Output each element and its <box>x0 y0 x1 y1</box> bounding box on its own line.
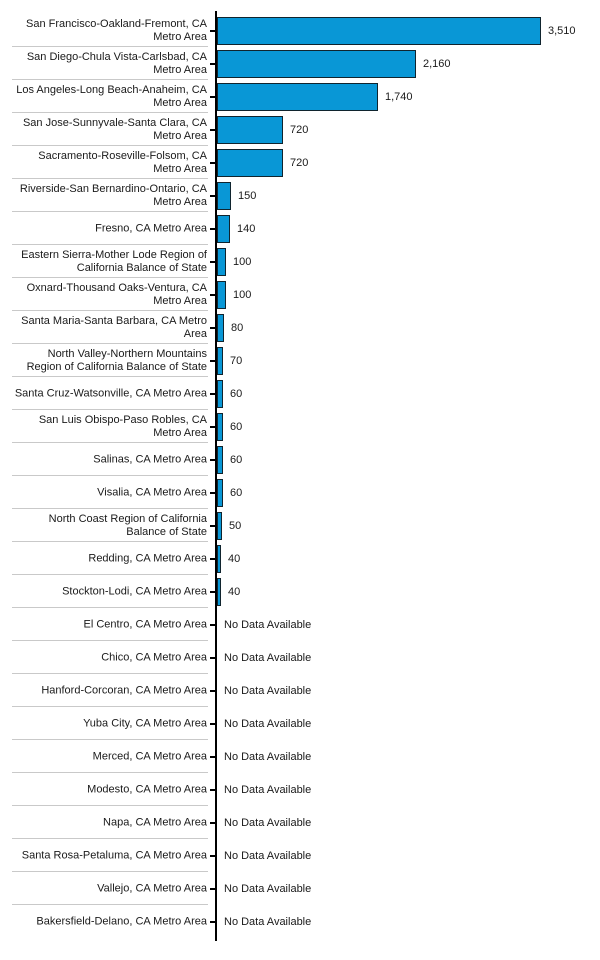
chart-row <box>0 113 600 146</box>
value-label: 60 <box>230 420 243 433</box>
axis-tick <box>210 558 215 560</box>
category-label <box>12 282 207 308</box>
category-label-line: Hanford-Corcoran, CA Metro Area <box>41 684 207 696</box>
category-label <box>12 183 207 209</box>
value-label: 60 <box>230 486 243 499</box>
row-separator <box>12 805 208 806</box>
row-separator <box>12 145 208 146</box>
no-data-label: No Data Available <box>224 915 312 928</box>
row-separator <box>12 574 208 575</box>
axis-tick <box>210 393 215 395</box>
category-label-line: Yuba City, CA Metro Area <box>83 717 207 729</box>
category-label <box>12 150 207 176</box>
chart-row <box>0 311 600 344</box>
row-separator <box>12 79 208 80</box>
category-label-line: Stockton-Lodi, CA Metro Area <box>62 585 207 597</box>
axis-tick <box>210 855 215 857</box>
no-data-label: No Data Available <box>224 750 312 763</box>
chart-row <box>0 146 600 179</box>
category-label-line: Modesto, CA Metro Area <box>87 783 207 795</box>
axis-tick <box>210 492 215 494</box>
bar <box>217 149 283 177</box>
no-data-label: No Data Available <box>224 849 312 862</box>
axis-tick <box>210 360 215 362</box>
category-label <box>12 915 207 928</box>
category-label-line: Metro Area <box>153 96 207 109</box>
category-label <box>12 684 207 697</box>
category-label <box>12 651 207 664</box>
category-label <box>12 849 207 862</box>
category-label-line: San Jose-Sunnyvale-Santa Clara, CA <box>22 116 207 129</box>
value-label: 40 <box>228 552 241 565</box>
category-label <box>12 117 207 143</box>
category-label-line: Santa Maria-Santa Barbara, CA Metro <box>21 314 207 327</box>
bar <box>217 479 223 507</box>
chart-row <box>0 344 600 377</box>
axis-tick <box>210 129 215 131</box>
axis-tick <box>210 591 215 593</box>
value-label: 60 <box>230 453 243 466</box>
axis-tick <box>210 426 215 428</box>
axis-tick <box>210 228 215 230</box>
category-label <box>12 249 207 275</box>
bar <box>217 347 223 375</box>
row-separator <box>12 409 208 410</box>
value-label: 60 <box>230 387 243 400</box>
category-label <box>12 51 207 77</box>
bar <box>217 314 224 342</box>
value-label: 70 <box>230 354 243 367</box>
chart-row <box>0 806 600 839</box>
row-separator <box>12 376 208 377</box>
axis-tick <box>210 195 215 197</box>
row-separator <box>12 46 208 47</box>
category-label-line: Bakersfield-Delano, CA Metro Area <box>36 915 207 927</box>
value-label: 140 <box>237 222 256 235</box>
chart-row <box>0 377 600 410</box>
category-label-line: Fresno, CA Metro Area <box>95 222 207 234</box>
category-label <box>12 414 207 440</box>
row-separator <box>12 607 208 608</box>
category-label-line: Los Angeles-Long Beach-Anaheim, CA <box>16 83 207 96</box>
bar <box>217 545 221 573</box>
category-label-line: North Coast Region of California <box>48 512 207 525</box>
category-label-line: Metro Area <box>153 63 207 76</box>
value-label: 720 <box>290 156 309 169</box>
row-separator <box>12 244 208 245</box>
chart-row <box>0 509 600 542</box>
row-separator <box>12 904 208 905</box>
category-label-line: Metro Area <box>153 30 207 43</box>
bar <box>217 50 416 78</box>
value-label: 80 <box>231 321 244 334</box>
chart-row <box>0 740 600 773</box>
row-separator <box>12 772 208 773</box>
row-separator <box>12 442 208 443</box>
bar <box>217 17 541 45</box>
row-separator <box>12 475 208 476</box>
category-label-line: Metro Area <box>153 162 207 175</box>
category-label <box>12 18 207 44</box>
axis-tick <box>210 63 215 65</box>
category-label <box>12 453 207 466</box>
category-label <box>12 315 207 341</box>
axis-tick <box>210 294 215 296</box>
bar <box>217 446 223 474</box>
category-label <box>12 387 207 400</box>
row-separator <box>12 310 208 311</box>
row-separator <box>12 838 208 839</box>
row-separator <box>12 871 208 872</box>
axis-tick <box>210 756 215 758</box>
axis-tick <box>210 723 215 725</box>
chart-row <box>0 839 600 872</box>
axis-tick <box>210 888 215 890</box>
bar <box>217 578 221 606</box>
value-label: 100 <box>233 255 252 268</box>
value-label: 150 <box>238 189 257 202</box>
category-label <box>12 222 207 235</box>
bar <box>217 512 222 540</box>
chart-rows <box>0 14 600 938</box>
no-data-label: No Data Available <box>224 684 312 697</box>
chart-row <box>0 707 600 740</box>
category-label-line: San Luis Obispo-Paso Robles, CA <box>38 413 207 426</box>
axis-tick <box>210 96 215 98</box>
category-label-line: Napa, CA Metro Area <box>103 816 207 828</box>
row-separator <box>12 112 208 113</box>
bar <box>217 248 226 276</box>
row-separator <box>12 640 208 641</box>
category-label <box>12 585 207 598</box>
row-separator <box>12 706 208 707</box>
axis-tick <box>210 261 215 263</box>
category-label <box>12 750 207 763</box>
row-separator <box>12 673 208 674</box>
category-label-line: Merced, CA Metro Area <box>92 750 207 762</box>
bar <box>217 413 223 441</box>
axis-tick <box>210 789 215 791</box>
axis-tick <box>210 624 215 626</box>
category-label-line: Santa Rosa-Petaluma, CA Metro Area <box>21 849 207 861</box>
category-label-line: Chico, CA Metro Area <box>101 651 207 663</box>
chart-row <box>0 641 600 674</box>
category-label-line: Region of California Balance of State <box>26 360 207 373</box>
category-label-line: Metro Area <box>153 129 207 142</box>
axis-tick <box>210 30 215 32</box>
bar <box>217 380 223 408</box>
chart-row <box>0 905 600 938</box>
category-label-line: Riverside-San Bernardino-Ontario, CA <box>19 182 207 195</box>
chart-row <box>0 47 600 80</box>
category-label <box>12 618 207 631</box>
category-label-line: San Diego-Chula Vista-Carlsbad, CA <box>26 50 207 63</box>
axis-tick <box>210 921 215 923</box>
category-label <box>12 552 207 565</box>
category-label <box>12 816 207 829</box>
chart-row <box>0 278 600 311</box>
axis-tick <box>210 657 215 659</box>
chart-row <box>0 245 600 278</box>
category-label <box>12 513 207 539</box>
category-label-line: Vallejo, CA Metro Area <box>97 882 207 894</box>
category-label-line: San Francisco-Oakland-Fremont, CA <box>26 17 207 30</box>
row-separator <box>12 508 208 509</box>
chart-row <box>0 80 600 113</box>
category-label-line: El Centro, CA Metro Area <box>83 618 207 630</box>
row-separator <box>12 277 208 278</box>
category-label-line: Sacramento-Roseville-Folsom, CA <box>38 149 207 162</box>
chart-row <box>0 410 600 443</box>
chart-row <box>0 773 600 806</box>
value-label: 2,160 <box>423 57 451 70</box>
chart-row <box>0 443 600 476</box>
axis-tick <box>210 525 215 527</box>
axis-tick <box>210 690 215 692</box>
axis-tick <box>210 459 215 461</box>
chart-row <box>0 872 600 905</box>
value-label: 1,740 <box>385 90 413 103</box>
row-separator <box>12 343 208 344</box>
category-label-line: California Balance of State <box>76 261 207 274</box>
value-label: 720 <box>290 123 309 136</box>
category-label-line: Metro Area <box>153 294 207 307</box>
category-label <box>12 882 207 895</box>
category-label <box>12 84 207 110</box>
chart-row <box>0 608 600 641</box>
value-label: 40 <box>228 585 241 598</box>
axis-tick <box>210 327 215 329</box>
value-label: 50 <box>229 519 242 532</box>
no-data-label: No Data Available <box>224 618 312 631</box>
value-label: 3,510 <box>548 24 576 37</box>
chart-row <box>0 212 600 245</box>
row-separator <box>12 739 208 740</box>
no-data-label: No Data Available <box>224 882 312 895</box>
chart-row <box>0 575 600 608</box>
category-label-line: Metro Area <box>153 426 207 439</box>
category-label <box>12 717 207 730</box>
bar <box>217 182 231 210</box>
chart-row <box>0 542 600 575</box>
row-separator <box>12 211 208 212</box>
chart-row <box>0 476 600 509</box>
category-label <box>12 348 207 374</box>
chart-row <box>0 179 600 212</box>
category-label <box>12 486 207 499</box>
category-label-line: Eastern Sierra-Mother Lode Region of <box>21 248 207 261</box>
row-separator <box>12 178 208 179</box>
no-data-label: No Data Available <box>224 783 312 796</box>
chart-row <box>0 14 600 47</box>
axis-tick <box>210 162 215 164</box>
value-label: 100 <box>233 288 252 301</box>
bar <box>217 281 226 309</box>
no-data-label: No Data Available <box>224 651 312 664</box>
category-label-line: Balance of State <box>126 525 207 538</box>
category-label-line: Visalia, CA Metro Area <box>97 486 207 498</box>
no-data-label: No Data Available <box>224 717 312 730</box>
bar <box>217 116 283 144</box>
axis-tick <box>210 822 215 824</box>
bar <box>217 83 378 111</box>
row-separator <box>12 541 208 542</box>
category-label-line: North Valley-Northern Mountains <box>47 347 207 360</box>
category-label <box>12 783 207 796</box>
chart-row <box>0 674 600 707</box>
category-label-line: Area <box>183 327 207 340</box>
bar <box>217 215 230 243</box>
category-label-line: Oxnard-Thousand Oaks-Ventura, CA <box>26 281 207 294</box>
category-label-line: Salinas, CA Metro Area <box>93 453 207 465</box>
category-label-line: Redding, CA Metro Area <box>88 552 207 564</box>
category-label-line: Metro Area <box>153 195 207 208</box>
no-data-label: No Data Available <box>224 816 312 829</box>
category-label-line: Santa Cruz-Watsonville, CA Metro Area <box>14 387 207 399</box>
